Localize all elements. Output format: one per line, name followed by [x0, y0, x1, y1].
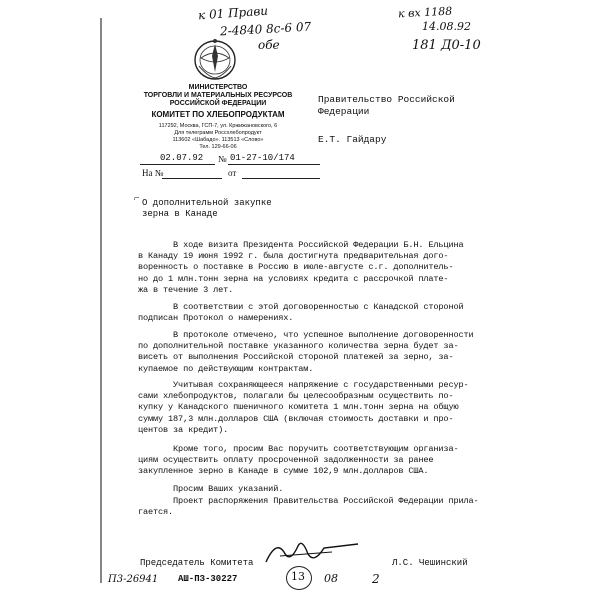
- reference-from-underline: [242, 178, 320, 179]
- handwritten-note-top-right-2: 14.08.92: [422, 20, 471, 33]
- document-date: 02.07.92: [160, 153, 204, 163]
- signer-title: Председатель Комитета: [140, 558, 254, 568]
- body-paragraph-2: В соответствии с этой договоренностью с Канадской стороной подписан Протокол о намерениях.: [138, 302, 464, 324]
- handwritten-signature: [262, 534, 362, 570]
- reference-prefix: На №: [142, 168, 164, 178]
- reference-underline: [162, 178, 222, 179]
- ministry-line-3: РОССИЙСКОЙ ФЕДЕРАЦИИ: [169, 100, 267, 107]
- handwritten-reg-bottom-left: П3-26941: [108, 574, 159, 585]
- document-number: 01-27-10/174: [230, 153, 295, 163]
- document-code: АШ-ПЗ-30227: [178, 574, 238, 584]
- subject-line-1: О дополнительной закупке: [142, 198, 272, 208]
- addressee-person: Е.Т. Гайдару: [318, 134, 387, 145]
- handwritten-number-2: 08: [324, 572, 338, 585]
- ministry-line-1: МИНИСТЕРСТВО: [188, 84, 248, 91]
- address-line-2: Для телеграмм Россхлебопродукт: [174, 130, 262, 136]
- body-paragraph-5: Кроме того, просим Вас поручить соответствующим организа- циям осуществить оплату просроченной задолженности за ранее закупленное зерно в Канаде в сумме 102,9 млн.долларов США.: [138, 444, 459, 477]
- body-paragraph-1: В ходе визита Президента Российской Федерации Б.Н. Ельцина в Канаду 19 июня 1992 г. была достигнута предварительная дого- воренность о поставке в Россию в июле-августе с.г. дополнитель- но до 1 млн.тонн зерна на условиях кредита с рассрочкой плате- жа в течение 3 лет.: [138, 240, 464, 295]
- circled-number-text: 13: [291, 570, 305, 583]
- body-paragraph-3: В протоколе отмечено, что успешное выполнение договоренности по дополнительной поставке указанного количества зерна будет за- висеть от выполнения Российской стороной платежей за зерно, за- купаемое по действующим контрактам.: [138, 330, 474, 374]
- reference-from: от: [228, 168, 237, 178]
- body-paragraph-4: Учитывая сохраняющееся напряжение с государственными ресур- сами хлебопродуктов, полагали бы целесообразным осуществить по- купку у Канадского пшеничного комитета 1 млн.тонн зерна на общую сумму 187,3 млн.долларов США (включая стоимость доставки и про- центов за кредит).: [138, 380, 469, 435]
- date-underline: [140, 164, 215, 165]
- page-edge: [100, 18, 102, 583]
- signer-name: Л.С. Чешинский: [392, 558, 468, 568]
- body-paragraph-7: Проект распоряжения Правительства Российской Федерации прила- гается.: [138, 496, 479, 518]
- addressee-line-1: Правительство Российской: [318, 94, 455, 105]
- handwritten-note-top-right-1: к вх 1188: [397, 4, 453, 21]
- handwritten-note-top-left-3: обе: [258, 38, 280, 52]
- committee-name: КОМИТЕТ ПО ХЛЕБОПРОДУКТАМ: [151, 110, 285, 119]
- address-line-3: 113602 «Шабадо». 113513 «Слово»: [172, 137, 264, 143]
- subject-line-2: зерна в Канаде: [142, 209, 218, 219]
- address-line-1: 117292, Москва, ГСП-7, ул. Кржижановского, 6: [158, 123, 278, 129]
- coat-of-arms-emblem: [191, 36, 239, 82]
- number-underline: [228, 164, 320, 165]
- handwritten-note-top-left-1: к 01 Прави: [197, 3, 269, 23]
- handwritten-note-top-left-2: 2-4840 8с-6 07: [219, 19, 312, 39]
- addressee-line-2: Федерации: [318, 106, 370, 117]
- address-line-4: Тел. 129-66-06: [199, 144, 237, 150]
- handwritten-note-top-right-3: 181 Д0-10: [412, 38, 481, 53]
- subject-bracket: ⌐: [134, 193, 140, 204]
- ministry-line-2: ТОРГОВЛИ И МАТЕРИАЛЬНЫХ РЕСУРСОВ: [143, 92, 293, 99]
- body-paragraph-6: Просим Ваших указаний.: [138, 484, 284, 494]
- handwritten-number-3: 2: [372, 572, 380, 586]
- number-prefix: №: [218, 154, 227, 164]
